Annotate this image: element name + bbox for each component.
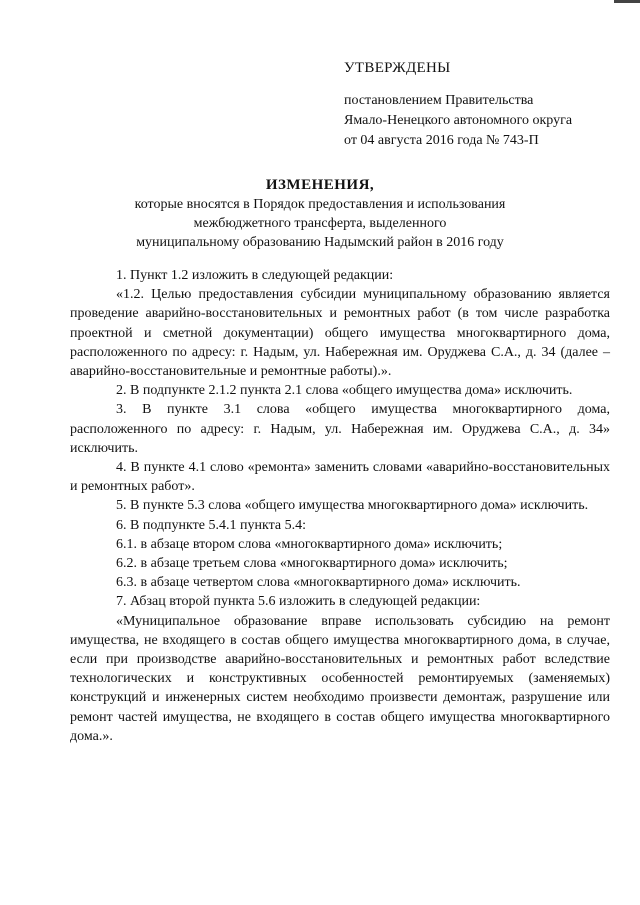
paragraph-item-4: 4. В пункте 4.1 слово «ремонта» заменить словами «аварийно-восстановительных и ремонтных работ». <box>70 460 610 495</box>
document-subtitle-line: межбюджетного трансферта, выделенного <box>193 216 447 231</box>
paragraph-item-1: 1. Пункт 1.2 изложить в следующей редакции: <box>116 268 394 283</box>
paragraph-item-7-text: «Муниципальное образование вправе использовать субсидию на ремонт имущества, не входящего в состав общего имущества многоквартирного дома, в случае, если при производстве аварийно-восстановительных и ремонтных работ вследствие технологических и конструктивных особенностей ремонтируемых (заменяемых) конструкций и инженерных систем необходимо произвести демонтаж, разрушение или ремонт частей имущества, не входящего в состав общего имущества многоквартирного дома.». <box>70 613 610 744</box>
approval-line-region: Ямало-Ненецкого автономного округа <box>344 113 573 128</box>
scan-edge-mark <box>614 0 640 3</box>
document-subtitle-line: муниципальному образованию Надымский район в 2016 году <box>136 235 504 250</box>
paragraph-item-6-1: 6.1. в абзаце втором слова «многоквартирного дома» исключить; <box>116 536 503 552</box>
approval-block <box>344 60 624 151</box>
paragraph-item-1-text: «1.2. Целью предоставления субсидии муниципальному образованию является проведение аварийно-восстановительных и ремонтных работ (в том числе разработка проектной и сметной документации) общего имущества многоквартирного дома, расположенного по адресу: г. Надым, ул. Набережная им. Оруджева С.А., д. 34 (далее – аварийно-восстановительные и ремонтные работы).». <box>70 287 610 380</box>
paragraph-item-7: 7. Абзац второй пункта 5.6 изложить в следующей редакции: <box>116 594 481 610</box>
paragraph-item-6-2: 6.2. в абзаце третьем слова «многоквартирного дома» исключить; <box>116 556 508 572</box>
paragraph-item-3: 3. В пункте 3.1 слова «общего имущества многоквартирного дома, расположенного по адресу: г. Надым, ул. Набережная им. Оруджева С.А., д. 34» исключить. <box>70 402 610 456</box>
approval-title: УТВЕРЖДЕНЫ <box>344 60 451 76</box>
paragraph-item-6-3: 6.3. в абзаце четвертом слова «многоквартирного дома» исключить. <box>116 575 521 591</box>
approval-line-resolution: постановлением Правительства <box>344 93 534 108</box>
approval-line-date: от 04 августа 2016 года № 743-П <box>344 133 539 148</box>
document-title: ИЗМЕНЕНИЯ, <box>265 177 375 193</box>
document-subtitle-line: которые вносятся в Порядок предоставления и использования <box>134 197 506 212</box>
document-heading <box>0 175 640 252</box>
paragraph-item-2: 2. В подпункте 2.1.2 пункта 2.1 слова «общего имущества дома» исключить. <box>116 383 573 399</box>
paragraph-item-6: 6. В подпункте 5.4.1 пункта 5.4: <box>116 517 306 533</box>
paragraph-item-5: 5. В пункте 5.3 слова «общего имущества многоквартирного дома» исключить. <box>116 498 589 514</box>
document-body <box>70 266 610 746</box>
